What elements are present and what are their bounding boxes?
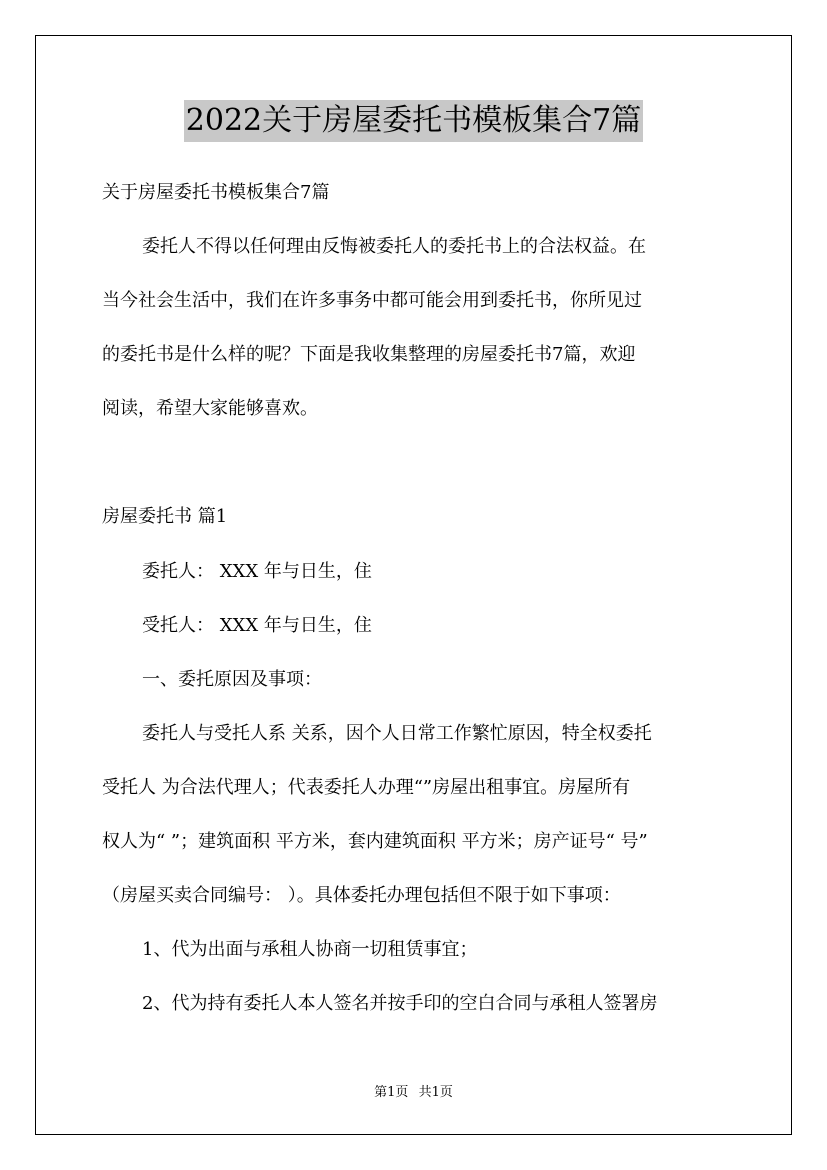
document-title: 2022关于房屋委托书模板集合7篇 — [184, 100, 643, 142]
body-line-heading: 一、委托原因及事项： — [142, 669, 322, 690]
body-line: 委托人与受托人系 关系，因个人日常工作繁忙原因，特全权委托 — [142, 723, 652, 744]
body-line: 权人为“ ”；建筑面积 平方米，套内建筑面积 平方米；房产证号“ 号” — [102, 831, 648, 852]
body-line: 受托人 为合法代理人；代表委托人办理“”房屋出租事宜。房屋所有 — [102, 777, 631, 798]
page-number: 第1页 — [374, 1085, 409, 1100]
intro-line: 的委托书是什么样的呢？下面是我收集整理的房屋委托书7篇，欢迎 — [102, 344, 636, 365]
body-line-principal: 委托人： XXX 年与日生，住 — [142, 561, 372, 582]
list-item: 1、代为出面与承租人协商一切租赁事宜； — [142, 939, 478, 960]
intro-line: 委托人不得以任何理由反悔被委托人的委托书上的合法权益。在 — [142, 236, 646, 257]
intro-line: 当今社会生活中，我们在许多事务中都可能会用到委托书，你所见过 — [102, 290, 642, 311]
intro-line: 阅读，希望大家能够喜欢。 — [102, 398, 318, 419]
page-footer — [0, 1084, 827, 1102]
body-line-agent: 受托人： XXX 年与日生，住 — [142, 615, 372, 636]
document-subtitle: 关于房屋委托书模板集合7篇 — [102, 182, 330, 203]
body-line: （房屋买卖合同编号： ）。具体委托办理包括但不限于如下事项： — [102, 885, 621, 906]
page-total: 共1页 — [418, 1085, 453, 1100]
section-heading: 房屋委托书 篇1 — [102, 506, 228, 527]
title-wrap — [0, 100, 827, 142]
list-item: 2、代为持有委托人本人签名并按手印的空白合同与承租人签署房 — [142, 993, 658, 1014]
